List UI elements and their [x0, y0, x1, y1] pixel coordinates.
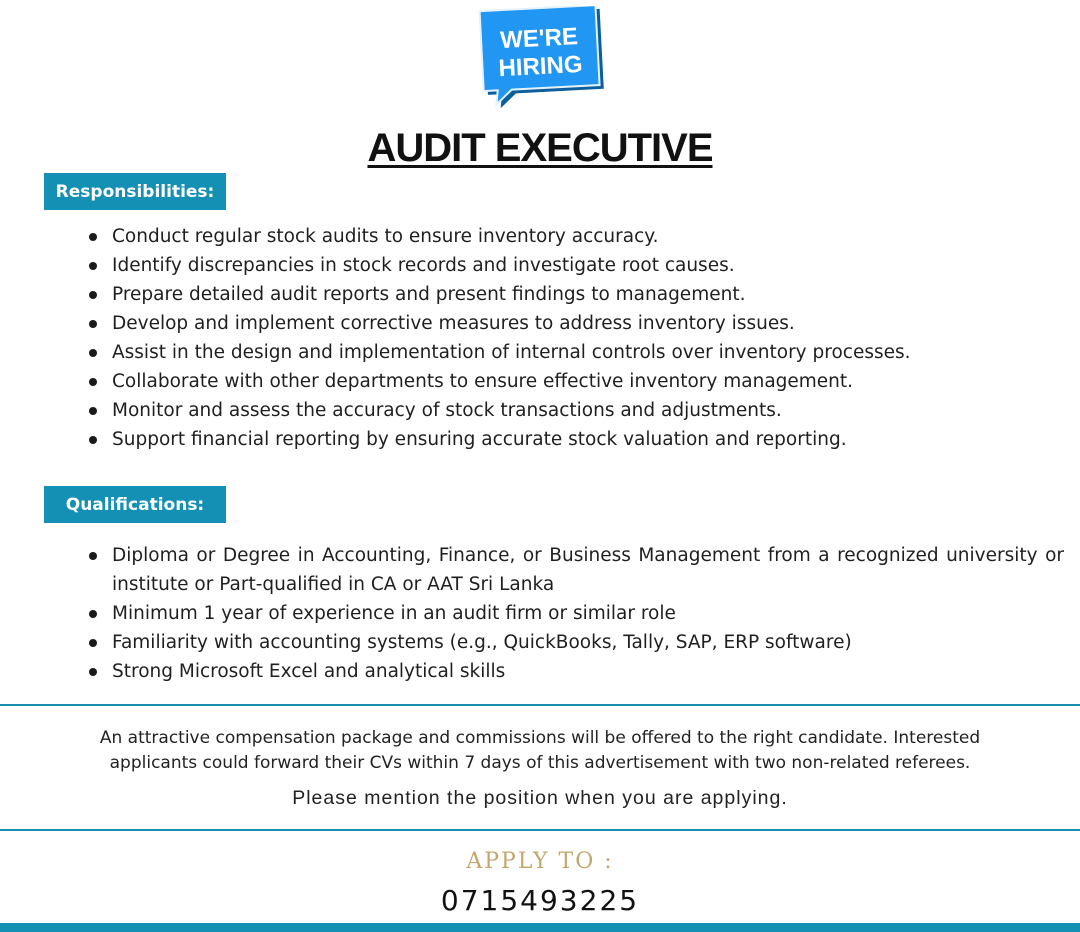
mention-text: Please mention the position when you are applying.: [292, 787, 788, 809]
badge-line2: HIRING: [497, 50, 584, 83]
bottom-bar: [0, 923, 1080, 932]
responsibilities-label: Responsibilities:: [44, 173, 226, 210]
divider-top: [0, 704, 1080, 706]
job-title: AUDIT EXECUTIVE: [367, 126, 713, 170]
apply-label: APPLY TO :: [466, 849, 614, 874]
list-item: Collaborate with other departments to ensure effective inventory management.: [84, 367, 1044, 396]
list-item: Familiarity with accounting systems (e.g., QuickBooks, Tally, SAP, ERP software): [84, 628, 1064, 657]
list-item: Prepare detailed audit reports and present findings to management.: [84, 280, 1044, 309]
list-item: Minimum 1 year of experience in an audit firm or similar role: [84, 599, 1064, 628]
list-item: Assist in the design and implementation of internal controls over inventory processes.: [84, 338, 1044, 367]
list-item: Support financial reporting by ensuring accurate stock valuation and reporting.: [84, 425, 1044, 454]
list-item: Conduct regular stock audits to ensure inventory accuracy.: [84, 222, 1044, 251]
hiring-badge: [474, 6, 610, 110]
qualifications-label: Qualifications:: [44, 486, 226, 523]
list-item: Diploma or Degree in Accounting, Finance, or Business Management from a recognized university or institute or Part-qualified in CA or AAT Sri Lanka: [84, 541, 1064, 599]
list-item: Monitor and assess the accuracy of stock transactions and adjustments.: [84, 396, 1044, 425]
list-item: Develop and implement corrective measures to address inventory issues.: [84, 309, 1044, 338]
badge-line1: WE'RE: [499, 23, 579, 55]
phone-number[interactable]: 0715493225: [440, 884, 640, 917]
list-item: Identify discrepancies in stock records and investigate root causes.: [84, 251, 1044, 280]
job-title-wrap: [0, 126, 1080, 171]
list-item: Strong Microsoft Excel and analytical skills: [84, 657, 1064, 686]
compensation-text: An attractive compensation package and commissions will be offered to the right candidate. Interested applicants could forward their CVs within 7 days of this advertisement with two non-related referees.: [99, 728, 981, 773]
divider-bottom: [0, 829, 1080, 831]
qualifications-list: [84, 541, 1064, 686]
responsibilities-list: [84, 222, 1044, 454]
